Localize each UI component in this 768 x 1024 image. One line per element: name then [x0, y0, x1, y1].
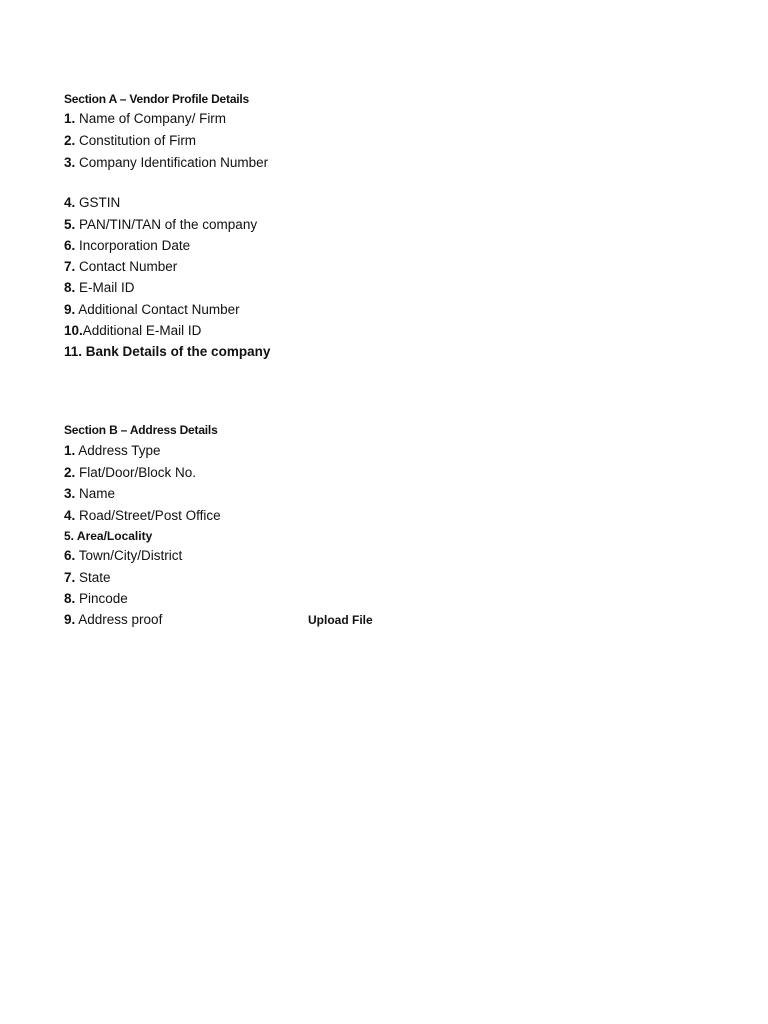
- section-b-item-2: [64, 465, 196, 481]
- item-label: Name: [75, 486, 116, 501]
- item-label: Flat/Door/Block No.: [75, 465, 197, 480]
- section-a-heading: Section A – Vendor Profile Details: [64, 92, 250, 106]
- upload-file-button[interactable]: Upload File: [308, 613, 373, 627]
- item-number: 8.: [64, 280, 76, 295]
- item-number: 9.: [64, 302, 76, 317]
- section-b-item-3: [64, 486, 115, 502]
- item-label: Address proof: [75, 612, 163, 627]
- section-a-item-4: [64, 195, 120, 211]
- item-label: Pincode: [75, 591, 128, 606]
- item-number: 1.: [64, 443, 76, 458]
- item-number: 4.: [64, 508, 76, 523]
- item-number: 5.: [64, 217, 76, 232]
- item-number: 3.: [64, 155, 76, 170]
- item-number: 1.: [64, 111, 76, 126]
- item-number: 3.: [64, 486, 76, 501]
- section-a-item-1: [64, 111, 226, 127]
- item-label: GSTIN: [75, 195, 121, 210]
- section-a-item-9: [64, 302, 240, 318]
- item-label: Company Identification Number: [75, 155, 269, 170]
- section-a-item-2: [64, 133, 196, 149]
- section-b-item-4: [64, 508, 221, 524]
- section-a-item-6: [64, 238, 190, 254]
- section-b-item-7: [64, 570, 111, 586]
- item-label: Road/Street/Post Office: [75, 508, 221, 523]
- item-number: 7.: [64, 259, 76, 274]
- item-number: 2.: [64, 465, 76, 480]
- item-label: PAN/TIN/TAN of the company: [75, 217, 258, 232]
- section-a-item-5: [64, 217, 257, 233]
- item-label: Address Type: [75, 443, 161, 458]
- item-label: Bank Details of the company: [82, 344, 271, 359]
- item-label: Area/Locality: [74, 529, 153, 543]
- section-b-item-9: [64, 612, 162, 628]
- item-label: Name of Company/ Firm: [75, 111, 227, 126]
- section-a-item-11: [64, 344, 270, 360]
- item-label: Contact Number: [75, 259, 178, 274]
- item-number: 6.: [64, 238, 76, 253]
- item-number: 9.: [64, 612, 76, 627]
- item-number: 8.: [64, 591, 76, 606]
- section-b-item-8: [64, 591, 128, 607]
- item-number: 11.: [64, 344, 83, 359]
- section-b-item-6: [64, 548, 182, 564]
- item-label: State: [75, 570, 111, 585]
- item-number: 6.: [64, 548, 76, 563]
- item-number: 2.: [64, 133, 76, 148]
- item-label: Town/City/District: [75, 548, 183, 563]
- section-a-item-10: [64, 323, 201, 339]
- section-a-item-3: [64, 155, 268, 171]
- item-number: 10.: [64, 323, 83, 338]
- item-label: E-Mail ID: [75, 280, 135, 295]
- section-b-heading: Section B – Address Details: [64, 423, 218, 437]
- section-a-item-7: [64, 259, 177, 275]
- section-b-item-5: [64, 528, 152, 544]
- item-number: 5.: [64, 529, 75, 543]
- item-number: 7.: [64, 570, 76, 585]
- section-b-item-1: [64, 443, 161, 459]
- item-label: Constitution of Firm: [75, 133, 197, 148]
- section-a-item-8: [64, 280, 135, 296]
- item-label: Incorporation Date: [75, 238, 191, 253]
- item-number: 4.: [64, 195, 76, 210]
- item-label: Additional E-Mail ID: [82, 323, 202, 338]
- item-label: Additional Contact Number: [75, 302, 240, 317]
